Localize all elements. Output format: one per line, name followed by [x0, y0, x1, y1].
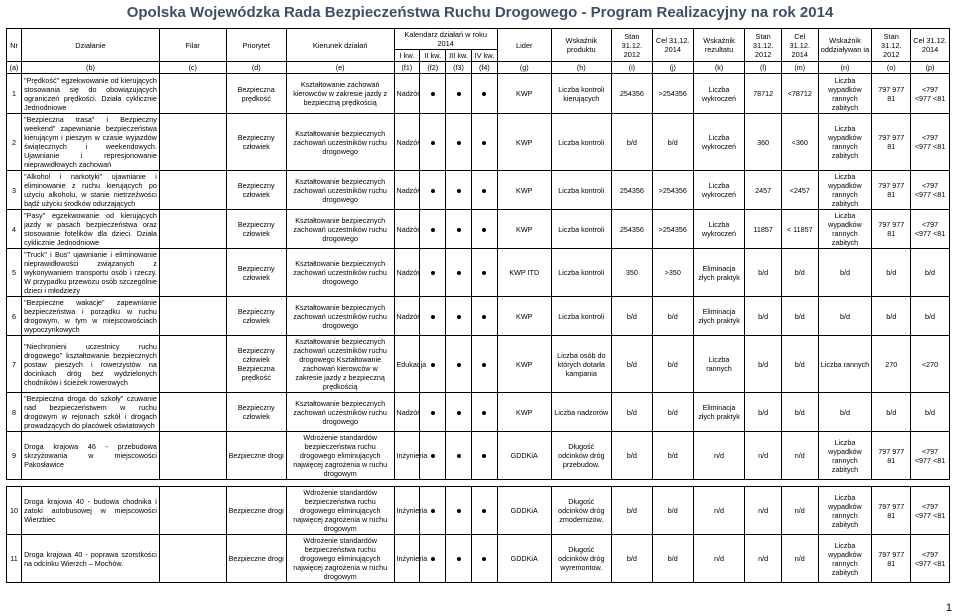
header-q3: III kw. — [446, 50, 472, 62]
cell-kalendarz-q1: Nadzór — [394, 393, 420, 432]
column-letter: (i) — [611, 62, 652, 74]
cell-stan-3: b/d — [872, 393, 911, 432]
cell-nr: 3 — [7, 171, 22, 210]
header-stan-1: Stan 31.12. 2012 — [611, 29, 652, 62]
table-row — [7, 210, 950, 249]
bullet-icon — [431, 92, 435, 96]
cell-cel-2: n/d — [781, 432, 818, 480]
cell-kalendarz-mark — [471, 336, 497, 393]
cell-stan-2: b/d — [745, 393, 782, 432]
bullet-icon — [457, 454, 461, 458]
cell-priorytet: Bezpieczna prędkość — [226, 74, 286, 114]
header-wskaznik-produktu: Wskaźnik produktu — [551, 29, 611, 62]
column-letter: (g) — [497, 62, 551, 74]
cell-kalendarz-mark — [420, 297, 446, 336]
cell-stan-3: 797 977 81 — [872, 171, 911, 210]
bullet-icon — [431, 509, 435, 513]
bullet-icon — [482, 509, 486, 513]
cell-wskaznik-rezultatu: n/d — [693, 432, 745, 480]
table-row — [7, 171, 950, 210]
cell-kalendarz-mark — [471, 210, 497, 249]
cell-priorytet: Bezpieczne drogi — [226, 535, 286, 583]
program-table — [6, 28, 950, 583]
cell-dzialanie: "Niechronieni uczestnicy ruchu drogowego" kształtowanie bezpiecznych postaw pieszych i rowerzystów na docinkach dróg bez wydzielonych chodników i ścieżek rowerowych — [22, 336, 160, 393]
cell-cel-2: b/d — [781, 297, 818, 336]
header-q4: IV kw. — [471, 50, 497, 62]
cell-priorytet: Bezpieczny człowiek — [226, 393, 286, 432]
cell-lider: KWP ITD — [497, 249, 551, 297]
cell-kalendarz-mark — [446, 336, 472, 393]
cell-wskaznik-rezultatu: n/d — [693, 535, 745, 583]
bullet-icon — [431, 141, 435, 145]
cell-stan-2: b/d — [745, 336, 782, 393]
cell-lider: KWP — [497, 393, 551, 432]
cell-kalendarz-mark — [420, 210, 446, 249]
cell-stan-1: 254356 — [611, 210, 652, 249]
bullet-icon — [431, 363, 435, 367]
cell-priorytet: Bezpieczny człowiek — [226, 210, 286, 249]
cell-filar — [159, 393, 226, 432]
cell-stan-1: b/d — [611, 432, 652, 480]
cell-lider: KWP — [497, 210, 551, 249]
cell-dzialanie: Droga krajowa 40 - budowa chodnika i zatoki autobusowej w miejscowości Wierzbiec — [22, 487, 160, 535]
cell-cel-3: <797 <977 <81 — [911, 535, 950, 583]
bullet-icon — [431, 315, 435, 319]
bullet-icon — [482, 557, 486, 561]
cell-wskaznik-oddzialywania: Liczba rannych — [818, 336, 872, 393]
cell-stan-3: 797 977 81 — [872, 74, 911, 114]
header-priorytet: Priorytet — [226, 29, 286, 62]
cell-kalendarz-q1: Nadzór — [394, 210, 420, 249]
cell-kalendarz-q1: Inżynieria — [394, 535, 420, 583]
cell-stan-3: b/d — [872, 249, 911, 297]
bullet-icon — [482, 363, 486, 367]
cell-kalendarz-q1: Nadzór — [394, 74, 420, 114]
bullet-icon — [431, 411, 435, 415]
cell-dzialanie: "Pasy" egzekwowanie od kierujących jazdy w pasach bezpieczeństwa oraz stosowanie fotelików dla dzieci. Działa cyklicznie Jednodniowe — [22, 210, 160, 249]
cell-nr: 11 — [7, 535, 22, 583]
cell-wskaznik-oddzialywania: Liczba wypadków rannych zabitych — [818, 74, 872, 114]
bullet-icon — [457, 228, 461, 232]
header-kierunek: Kierunek działań — [286, 29, 394, 62]
cell-nr: 10 — [7, 487, 22, 535]
cell-wskaznik-oddzialywania: Liczba wypadków rannych zabitych — [818, 171, 872, 210]
cell-wskaznik-produktu: Długość odcinków dróg przebudow. — [551, 432, 611, 480]
cell-lider: GDDKiA — [497, 432, 551, 480]
cell-filar — [159, 336, 226, 393]
cell-kalendarz-mark — [446, 210, 472, 249]
cell-kalendarz-mark — [471, 171, 497, 210]
cell-wskaznik-produktu: Liczba kontroli — [551, 114, 611, 171]
cell-kalendarz-mark — [471, 393, 497, 432]
bullet-icon — [482, 454, 486, 458]
cell-wskaznik-oddzialywania: b/d — [818, 393, 872, 432]
bullet-icon — [482, 411, 486, 415]
cell-stan-2: 11857 — [745, 210, 782, 249]
cell-kalendarz-mark — [471, 249, 497, 297]
header-filar: Filar — [159, 29, 226, 62]
cell-kalendarz-q1: Edukacja — [394, 336, 420, 393]
column-letter: (l) — [745, 62, 782, 74]
cell-priorytet: Bezpieczne drogi — [226, 432, 286, 480]
table-row — [7, 487, 950, 535]
cell-kalendarz-mark — [446, 297, 472, 336]
cell-nr: 2 — [7, 114, 22, 171]
cell-wskaznik-rezultatu: Liczba wykroczeń — [693, 210, 745, 249]
cell-priorytet: Bezpieczny człowiek — [226, 171, 286, 210]
cell-cel-3: <797 <977 <81 — [911, 74, 950, 114]
cell-kierunek: Wdrożenie standardów bezpieczeństwa ruchu drogowego eliminujących najwięcej zagrożenia w ruchu drogowym — [286, 487, 394, 535]
cell-priorytet: Bezpieczny człowiek — [226, 297, 286, 336]
cell-cel-3: <797 <977 <81 — [911, 210, 950, 249]
bullet-icon — [482, 228, 486, 232]
cell-kalendarz-mark — [446, 171, 472, 210]
cell-wskaznik-oddzialywania: Liczba wypadków rannych zabitych — [818, 114, 872, 171]
header-nr: Nr — [7, 29, 22, 62]
cell-stan-1: b/d — [611, 114, 652, 171]
cell-filar — [159, 114, 226, 171]
cell-stan-2: n/d — [745, 432, 782, 480]
cell-stan-2: 78712 — [745, 74, 782, 114]
cell-cel-1: >254356 — [652, 171, 693, 210]
cell-kierunek: Kształtowanie bezpiecznych zachowań uczestników ruchu drogowego — [286, 393, 394, 432]
cell-lider: KWP — [497, 297, 551, 336]
cell-stan-1: b/d — [611, 336, 652, 393]
cell-kalendarz-mark — [471, 114, 497, 171]
bullet-icon — [457, 363, 461, 367]
bullet-icon — [431, 454, 435, 458]
cell-wskaznik-produktu: Liczba kontroli — [551, 210, 611, 249]
cell-kalendarz-mark — [446, 393, 472, 432]
column-letter: (b) — [22, 62, 160, 74]
cell-kalendarz-mark — [446, 432, 472, 480]
bullet-icon — [457, 189, 461, 193]
cell-stan-2: n/d — [745, 535, 782, 583]
cell-stan-1: b/d — [611, 393, 652, 432]
cell-kierunek: Kształtowanie bezpiecznych zachowań uczestników ruchu drogowego — [286, 171, 394, 210]
cell-kalendarz-mark — [471, 74, 497, 114]
bullet-icon — [482, 141, 486, 145]
cell-kierunek: Kształtowanie bezpiecznych zachowań uczestników ruchu drogowego — [286, 297, 394, 336]
cell-lider: GDDKiA — [497, 487, 551, 535]
cell-priorytet: Bezpieczny człowiek — [226, 114, 286, 171]
cell-wskaznik-oddzialywania: Liczba wypadków rannych zabitych — [818, 487, 872, 535]
table-body — [7, 74, 950, 583]
cell-kalendarz-mark — [446, 487, 472, 535]
cell-wskaznik-oddzialywania: Liczba wypadków rannych zabitych — [818, 535, 872, 583]
cell-stan-3: 797 977 81 — [872, 432, 911, 480]
cell-filar — [159, 432, 226, 480]
cell-wskaznik-produktu: Liczba nadzorów — [551, 393, 611, 432]
cell-wskaznik-rezultatu: Liczba wykroczeń — [693, 74, 745, 114]
cell-lider: GDDKiA — [497, 535, 551, 583]
cell-cel-3: <797 <977 <81 — [911, 487, 950, 535]
cell-stan-1: 350 — [611, 249, 652, 297]
header-wskaznik-oddzialywania: Wskaźnik oddziaływan ia — [818, 29, 872, 62]
cell-cel-3: <797 <977 <81 — [911, 432, 950, 480]
cell-dzialanie: Droga krajowa 46 - przebudowa skrzyżowania w miejscowości Pakosławice — [22, 432, 160, 480]
cell-cel-1: >254356 — [652, 74, 693, 114]
cell-kierunek: Kształtowanie bezpiecznych zachowań uczestników ruchu drogowego — [286, 249, 394, 297]
cell-kierunek: Wdrożenie standardów bezpieczeństwa ruchu drogowego eliminujących najwięcej zagrożenia w ruchu drogowym — [286, 432, 394, 480]
spacer-cell — [7, 480, 950, 487]
cell-stan-1: 254356 — [611, 74, 652, 114]
cell-stan-3: 797 977 81 — [872, 210, 911, 249]
header-dzialanie: Działanie — [22, 29, 160, 62]
cell-wskaznik-oddzialywania: b/d — [818, 297, 872, 336]
cell-wskaznik-produktu: Długość odcinków dróg zmodernizow. — [551, 487, 611, 535]
column-letters-row — [7, 62, 950, 74]
table-row — [7, 297, 950, 336]
cell-cel-1: >254356 — [652, 210, 693, 249]
header-q1: I kw. — [394, 50, 420, 62]
cell-wskaznik-produktu: Liczba kontroli kierujących — [551, 74, 611, 114]
column-letter: (p) — [911, 62, 950, 74]
column-letter: (k) — [693, 62, 745, 74]
cell-wskaznik-rezultatu: Eliminacja złych praktyk — [693, 249, 745, 297]
cell-dzialanie: "Truck" i Bus" ujawnianie i eliminowanie nieprawidłowości związanych z wykonywaniem transportu osób i rzeczy. W przypadku przewozu osób szczególnie dzieci i młodzieży — [22, 249, 160, 297]
cell-wskaznik-produktu: Liczba kontroli — [551, 297, 611, 336]
cell-stan-2: b/d — [745, 297, 782, 336]
cell-cel-2: <360 — [781, 114, 818, 171]
column-letter: (a) — [7, 62, 22, 74]
cell-cel-1: b/d — [652, 487, 693, 535]
cell-kalendarz-q1: Inżynieria — [394, 487, 420, 535]
header-lider: Lider — [497, 29, 551, 62]
cell-stan-3: 797 977 81 — [872, 114, 911, 171]
cell-nr: 6 — [7, 297, 22, 336]
cell-filar — [159, 171, 226, 210]
cell-filar — [159, 297, 226, 336]
cell-cel-3: <797 <977 <81 — [911, 171, 950, 210]
cell-wskaznik-produktu: Liczba kontroli — [551, 171, 611, 210]
cell-dzialanie: "Bezpieczne wakacje" zapewnianie bezpieczeństwa i porządku w ruchu drogowym, w tym w miejscowościach wypoczynkowych — [22, 297, 160, 336]
header-kalendarz: Kalendarz działań w roku 2014 — [394, 29, 497, 50]
cell-wskaznik-oddzialywania: Liczba wypadków rannych zabitych — [818, 432, 872, 480]
column-letter: (f2) — [420, 62, 446, 74]
cell-cel-2: n/d — [781, 535, 818, 583]
cell-priorytet: Bezpieczne drogi — [226, 487, 286, 535]
cell-nr: 7 — [7, 336, 22, 393]
bullet-icon — [431, 228, 435, 232]
header-stan-3: Stan 31.12. 2012 — [872, 29, 911, 62]
header-q2: II kw. — [420, 50, 446, 62]
cell-dzialanie: "Prędkość" egzekwowanie od kierujących stosowania się do obowiązujących ograniczeń prędkości. Działa cyklicznie Jednodniowe — [22, 74, 160, 114]
cell-wskaznik-rezultatu: Liczba rannych — [693, 336, 745, 393]
page-title: Opolska Wojewódzka Rada Bezpieczeństwa Ruchu Drogowego - Program Realizacyjny na rok 2014 — [126, 4, 834, 21]
bullet-icon — [457, 315, 461, 319]
column-letter: (h) — [551, 62, 611, 74]
cell-stan-3: 797 977 81 — [872, 487, 911, 535]
cell-lider: KWP — [497, 171, 551, 210]
cell-cel-3: b/d — [911, 297, 950, 336]
cell-stan-2: 360 — [745, 114, 782, 171]
cell-cel-3: <270 — [911, 336, 950, 393]
column-letter: (f4) — [471, 62, 497, 74]
table-row — [7, 393, 950, 432]
bullet-icon — [457, 141, 461, 145]
cell-stan-3: 270 — [872, 336, 911, 393]
cell-stan-1: b/d — [611, 297, 652, 336]
cell-cel-2: b/d — [781, 393, 818, 432]
cell-wskaznik-rezultatu: Eliminacja złych praktyk — [693, 393, 745, 432]
bullet-icon — [431, 271, 435, 275]
cell-kierunek: Kształtowanie zachowań kierowców w zakresie jazdy z bezpieczną prędkością — [286, 74, 394, 114]
cell-cel-1: >350 — [652, 249, 693, 297]
cell-kalendarz-q1: Nadzór — [394, 297, 420, 336]
cell-wskaznik-oddzialywania: Liczba wypadków rannych zabitych — [818, 210, 872, 249]
cell-cel-3: b/d — [911, 249, 950, 297]
cell-kierunek: Wdrożenie standardów bezpieczeństwa ruchu drogowego eliminujących najwięcej zagrożenia w ruchu drogowym — [286, 535, 394, 583]
column-letter: (o) — [872, 62, 911, 74]
cell-stan-2: b/d — [745, 249, 782, 297]
bullet-icon — [457, 92, 461, 96]
cell-cel-2: < 11857 — [781, 210, 818, 249]
cell-kalendarz-mark — [420, 74, 446, 114]
cell-dzialanie: Droga krajowa 40 - poprawa szorstkości na odcinku Wierzch – Mochów. — [22, 535, 160, 583]
column-letter: (j) — [652, 62, 693, 74]
cell-lider: KWP — [497, 114, 551, 171]
bullet-icon — [482, 189, 486, 193]
cell-cel-2: <78712 — [781, 74, 818, 114]
cell-cel-1: b/d — [652, 336, 693, 393]
header-cel-3: Cel 31.12. 2014 — [911, 29, 950, 62]
cell-dzialanie: "Bezpieczna droga do szkoły" czuwanie nad bezpieczeństwem w ruchu drogowym w rejonach szkół i drogach prowadzących do placówek oświatowych — [22, 393, 160, 432]
cell-kalendarz-mark — [471, 535, 497, 583]
cell-cel-2: b/d — [781, 336, 818, 393]
cell-dzialanie: "Bezpieczna trasa" i Bezpieczny weekend" zapewnianie bezpieczeństwa kierującym i pieszym w czasie wyjazdów świątecznych i weekendowych. Ujawnianie i represjonowanie nieprawidłowych zachowań — [22, 114, 160, 171]
cell-kierunek: Kształtowanie bezpiecznych zachowań uczestników ruchu drogowego — [286, 210, 394, 249]
column-letter: (f1) — [394, 62, 420, 74]
cell-kalendarz-mark — [420, 114, 446, 171]
page-number: 1 — [945, 602, 952, 614]
cell-kalendarz-mark — [446, 114, 472, 171]
column-letter: (e) — [286, 62, 394, 74]
cell-kalendarz-mark — [420, 171, 446, 210]
cell-kalendarz-mark — [420, 393, 446, 432]
table-row — [7, 336, 950, 393]
cell-cel-1: b/d — [652, 297, 693, 336]
cell-wskaznik-rezultatu: n/d — [693, 487, 745, 535]
column-letter: (n) — [818, 62, 872, 74]
cell-stan-3: b/d — [872, 297, 911, 336]
cell-kalendarz-mark — [446, 74, 472, 114]
cell-wskaznik-rezultatu: Eliminacja złych praktyk — [693, 297, 745, 336]
cell-kalendarz-q1: Nadzór — [394, 249, 420, 297]
column-letter: (d) — [226, 62, 286, 74]
column-letter: (m) — [781, 62, 818, 74]
bullet-icon — [457, 411, 461, 415]
table-row — [7, 114, 950, 171]
cell-kalendarz-q1: Nadzór — [394, 171, 420, 210]
header-wskaznik-rezultatu: Wskaźnik rezultatu — [693, 29, 745, 62]
cell-lider: KWP — [497, 336, 551, 393]
cell-kalendarz-q1: Nadzór — [394, 114, 420, 171]
cell-filar — [159, 210, 226, 249]
cell-stan-1: b/d — [611, 535, 652, 583]
cell-wskaznik-produktu: Długość odcinków dróg wyremontow. — [551, 535, 611, 583]
cell-kierunek: Kształtowanie bezpiecznych zachowań uczestników ruchu drogowego Kształtowanie zachowań kierowców w zakresie jazdy z bezpieczną prędkością — [286, 336, 394, 393]
cell-wskaznik-produktu: Liczba osób do których dotarła kampania — [551, 336, 611, 393]
cell-kalendarz-mark — [446, 535, 472, 583]
cell-nr: 5 — [7, 249, 22, 297]
cell-cel-3: b/d — [911, 393, 950, 432]
bullet-icon — [457, 271, 461, 275]
cell-cel-3: <797 <977 <81 — [911, 114, 950, 171]
cell-stan-2: 2457 — [745, 171, 782, 210]
column-letter: (f3) — [446, 62, 472, 74]
table-row — [7, 74, 950, 114]
bullet-icon — [457, 557, 461, 561]
bullet-icon — [482, 92, 486, 96]
table-row — [7, 535, 950, 583]
bullet-icon — [431, 189, 435, 193]
cell-cel-1: b/d — [652, 393, 693, 432]
header-cel-1: Cel 31.12. 2014 — [652, 29, 693, 62]
cell-wskaznik-rezultatu: Liczba wykroczeń — [693, 114, 745, 171]
cell-kalendarz-mark — [471, 297, 497, 336]
cell-wskaznik-rezultatu: Liczba wykroczeń — [693, 171, 745, 210]
cell-lider: KWP — [497, 74, 551, 114]
header-stan-2: Stan 31.12. 2012 — [745, 29, 782, 62]
cell-nr: 1 — [7, 74, 22, 114]
cell-cel-2: <2457 — [781, 171, 818, 210]
cell-kalendarz-mark — [446, 249, 472, 297]
cell-kierunek: Kształtowanie bezpiecznych zachowań uczestników ruchu drogowego — [286, 114, 394, 171]
cell-priorytet: Bezpieczny człowiek Bezpieczna prędkość — [226, 336, 286, 393]
bullet-icon — [482, 315, 486, 319]
cell-cel-2: b/d — [781, 249, 818, 297]
cell-priorytet: Bezpieczny człowiek — [226, 249, 286, 297]
cell-cel-1: b/d — [652, 535, 693, 583]
cell-cel-1: b/d — [652, 114, 693, 171]
cell-stan-1: 254356 — [611, 171, 652, 210]
cell-kalendarz-mark — [471, 487, 497, 535]
bullet-icon — [482, 271, 486, 275]
header-cel-2: Cel 31.12. 2014 — [781, 29, 818, 62]
table-row — [7, 432, 950, 480]
cell-stan-1: b/d — [611, 487, 652, 535]
header-row-top — [7, 29, 950, 50]
cell-filar — [159, 535, 226, 583]
cell-cel-2: n/d — [781, 487, 818, 535]
cell-wskaznik-oddzialywania: b/d — [818, 249, 872, 297]
bullet-icon — [457, 509, 461, 513]
cell-dzialanie: "Alkohol i narkotyki" ujawnianie i eliminowanie z ruchu kierujących po użyciu alkoholu, w stanie nietrzeźwości bądź użyciu środków odurzających — [22, 171, 160, 210]
cell-nr: 8 — [7, 393, 22, 432]
cell-stan-3: 797 977 81 — [872, 535, 911, 583]
cell-cel-1: b/d — [652, 432, 693, 480]
cell-filar — [159, 74, 226, 114]
column-letter: (c) — [159, 62, 226, 74]
cell-kalendarz-q1: Inżynieria — [394, 432, 420, 480]
cell-wskaznik-produktu: Liczba kontroli — [551, 249, 611, 297]
cell-nr: 9 — [7, 432, 22, 480]
spacer-row — [7, 480, 950, 487]
table-row — [7, 249, 950, 297]
cell-filar — [159, 487, 226, 535]
cell-kalendarz-mark — [420, 249, 446, 297]
cell-stan-2: n/d — [745, 487, 782, 535]
bullet-icon — [431, 557, 435, 561]
cell-nr: 4 — [7, 210, 22, 249]
cell-filar — [159, 249, 226, 297]
cell-kalendarz-mark — [471, 432, 497, 480]
